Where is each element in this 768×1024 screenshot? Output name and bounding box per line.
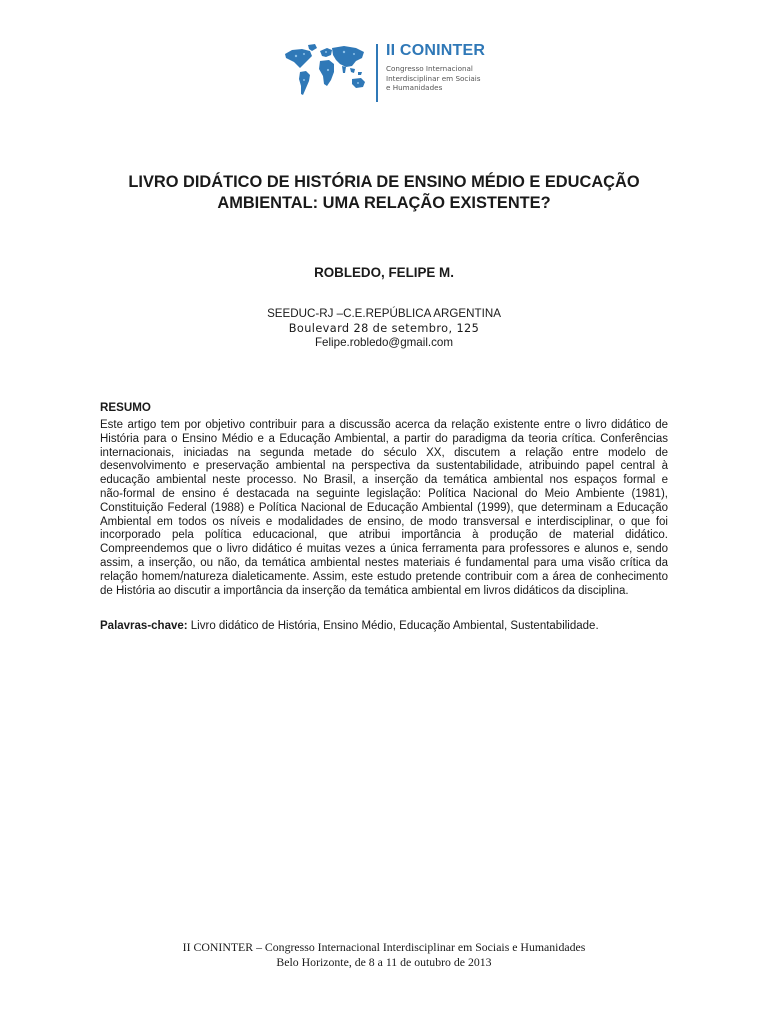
logo-subtitle	[386, 64, 526, 93]
logo-subtitle-line: Interdisciplinar em Sociais	[386, 73, 481, 83]
logo-title: II CONINTER	[386, 42, 486, 59]
footer-conference: II CONINTER – Congresso Internacional Interdisciplinar em Sociais e Humanidades	[182, 940, 586, 954]
abstract-line: Ambiental em todos os níveis e modalidades de ensino, de modo transversal e interdisciplinar, o que foi	[100, 515, 668, 528]
abstract-line: não-formal de ensino é destacada na seguinte legislação: Política Nacional do Meio Ambiente (1981),	[100, 487, 668, 500]
page-footer	[60, 940, 708, 969]
logo-divider	[376, 44, 378, 102]
abstract-line: Compreendemos que o livro didático é muitas vezes a única ferramenta para professores e alunos e, sendo	[100, 543, 668, 556]
footer-location-date: Belo Horizonte, de 8 a 11 de outubro de 2013	[276, 954, 492, 969]
abstract-line: relação homem/natureza dialeticamente. Assim, este estudo pretende contribuir com a área de conhecimento	[100, 570, 668, 583]
logo-subtitle-line: Congresso Internacional	[386, 64, 473, 73]
affiliation: SEEDUC-RJ –C.E.REPÚBLICA ARGENTINA	[267, 307, 501, 320]
address: Boulevard 28 de setembro, 125	[288, 321, 480, 335]
abstract-line: Constituição Federal (1988) e Política Nacional de Educação Ambiental (1999), que determinam a Educação	[100, 501, 668, 514]
abstract-line: de História ao discutir a importância da inserção da temática ambiental em livros didáticos da disciplina.	[100, 584, 629, 597]
logo-subtitle-line: e Humanidades	[386, 83, 443, 92]
keywords-label: Palavras-chave:	[100, 620, 188, 632]
abstract-line: incorporado pela política educacional, que atribui importância à produção de material didático.	[100, 529, 668, 542]
abstract-line: Este artigo tem por objetivo contribuir para a discussão acerca da relação existente entre o livro didático de	[100, 419, 668, 431]
keywords-list: Livro didático de História, Ensino Médio, Educação Ambiental, Sustentabilidade.	[187, 620, 599, 632]
abstract-line: História para o Ensino Médio e a Educação Ambiental, a partir do paradigma da teoria crítica. Conferências	[100, 432, 668, 445]
paper-title	[100, 172, 668, 214]
abstract-line: assim, a inserção, ou não, da temática ambiental nestes materiais é fundamental para uma visão crítica da	[100, 556, 668, 569]
abstract-line: internacionais, iniciadas na segunda metade do século XX, discutem a relação entre modelo de	[100, 446, 668, 459]
abstract-line: desenvolvimento e preservação ambiental na perspectiva da sustentabilidade, atribuindo papel central à	[100, 460, 668, 473]
paper-title-line: AMBIENTAL: UMA RELAÇÃO EXISTENTE?	[217, 194, 551, 212]
keywords	[100, 620, 668, 632]
paper-title-line: LIVRO DIDÁTICO DE HISTÓRIA DE ENSINO MÉDIO E EDUCAÇÃO	[128, 173, 640, 191]
email: Felipe.robledo@gmail.com	[314, 336, 454, 349]
author-affiliation-block	[100, 307, 668, 351]
abstract-line: educação ambiental neste processo. No Brasil, a inserção da temática ambiental nos espaços formal e	[100, 474, 668, 487]
world-map-icon	[282, 42, 370, 102]
abstract-heading: RESUMO	[100, 401, 151, 414]
conference-logo	[282, 40, 522, 110]
author-name: ROBLEDO, FELIPE M.	[314, 265, 454, 280]
abstract-body	[100, 419, 668, 598]
